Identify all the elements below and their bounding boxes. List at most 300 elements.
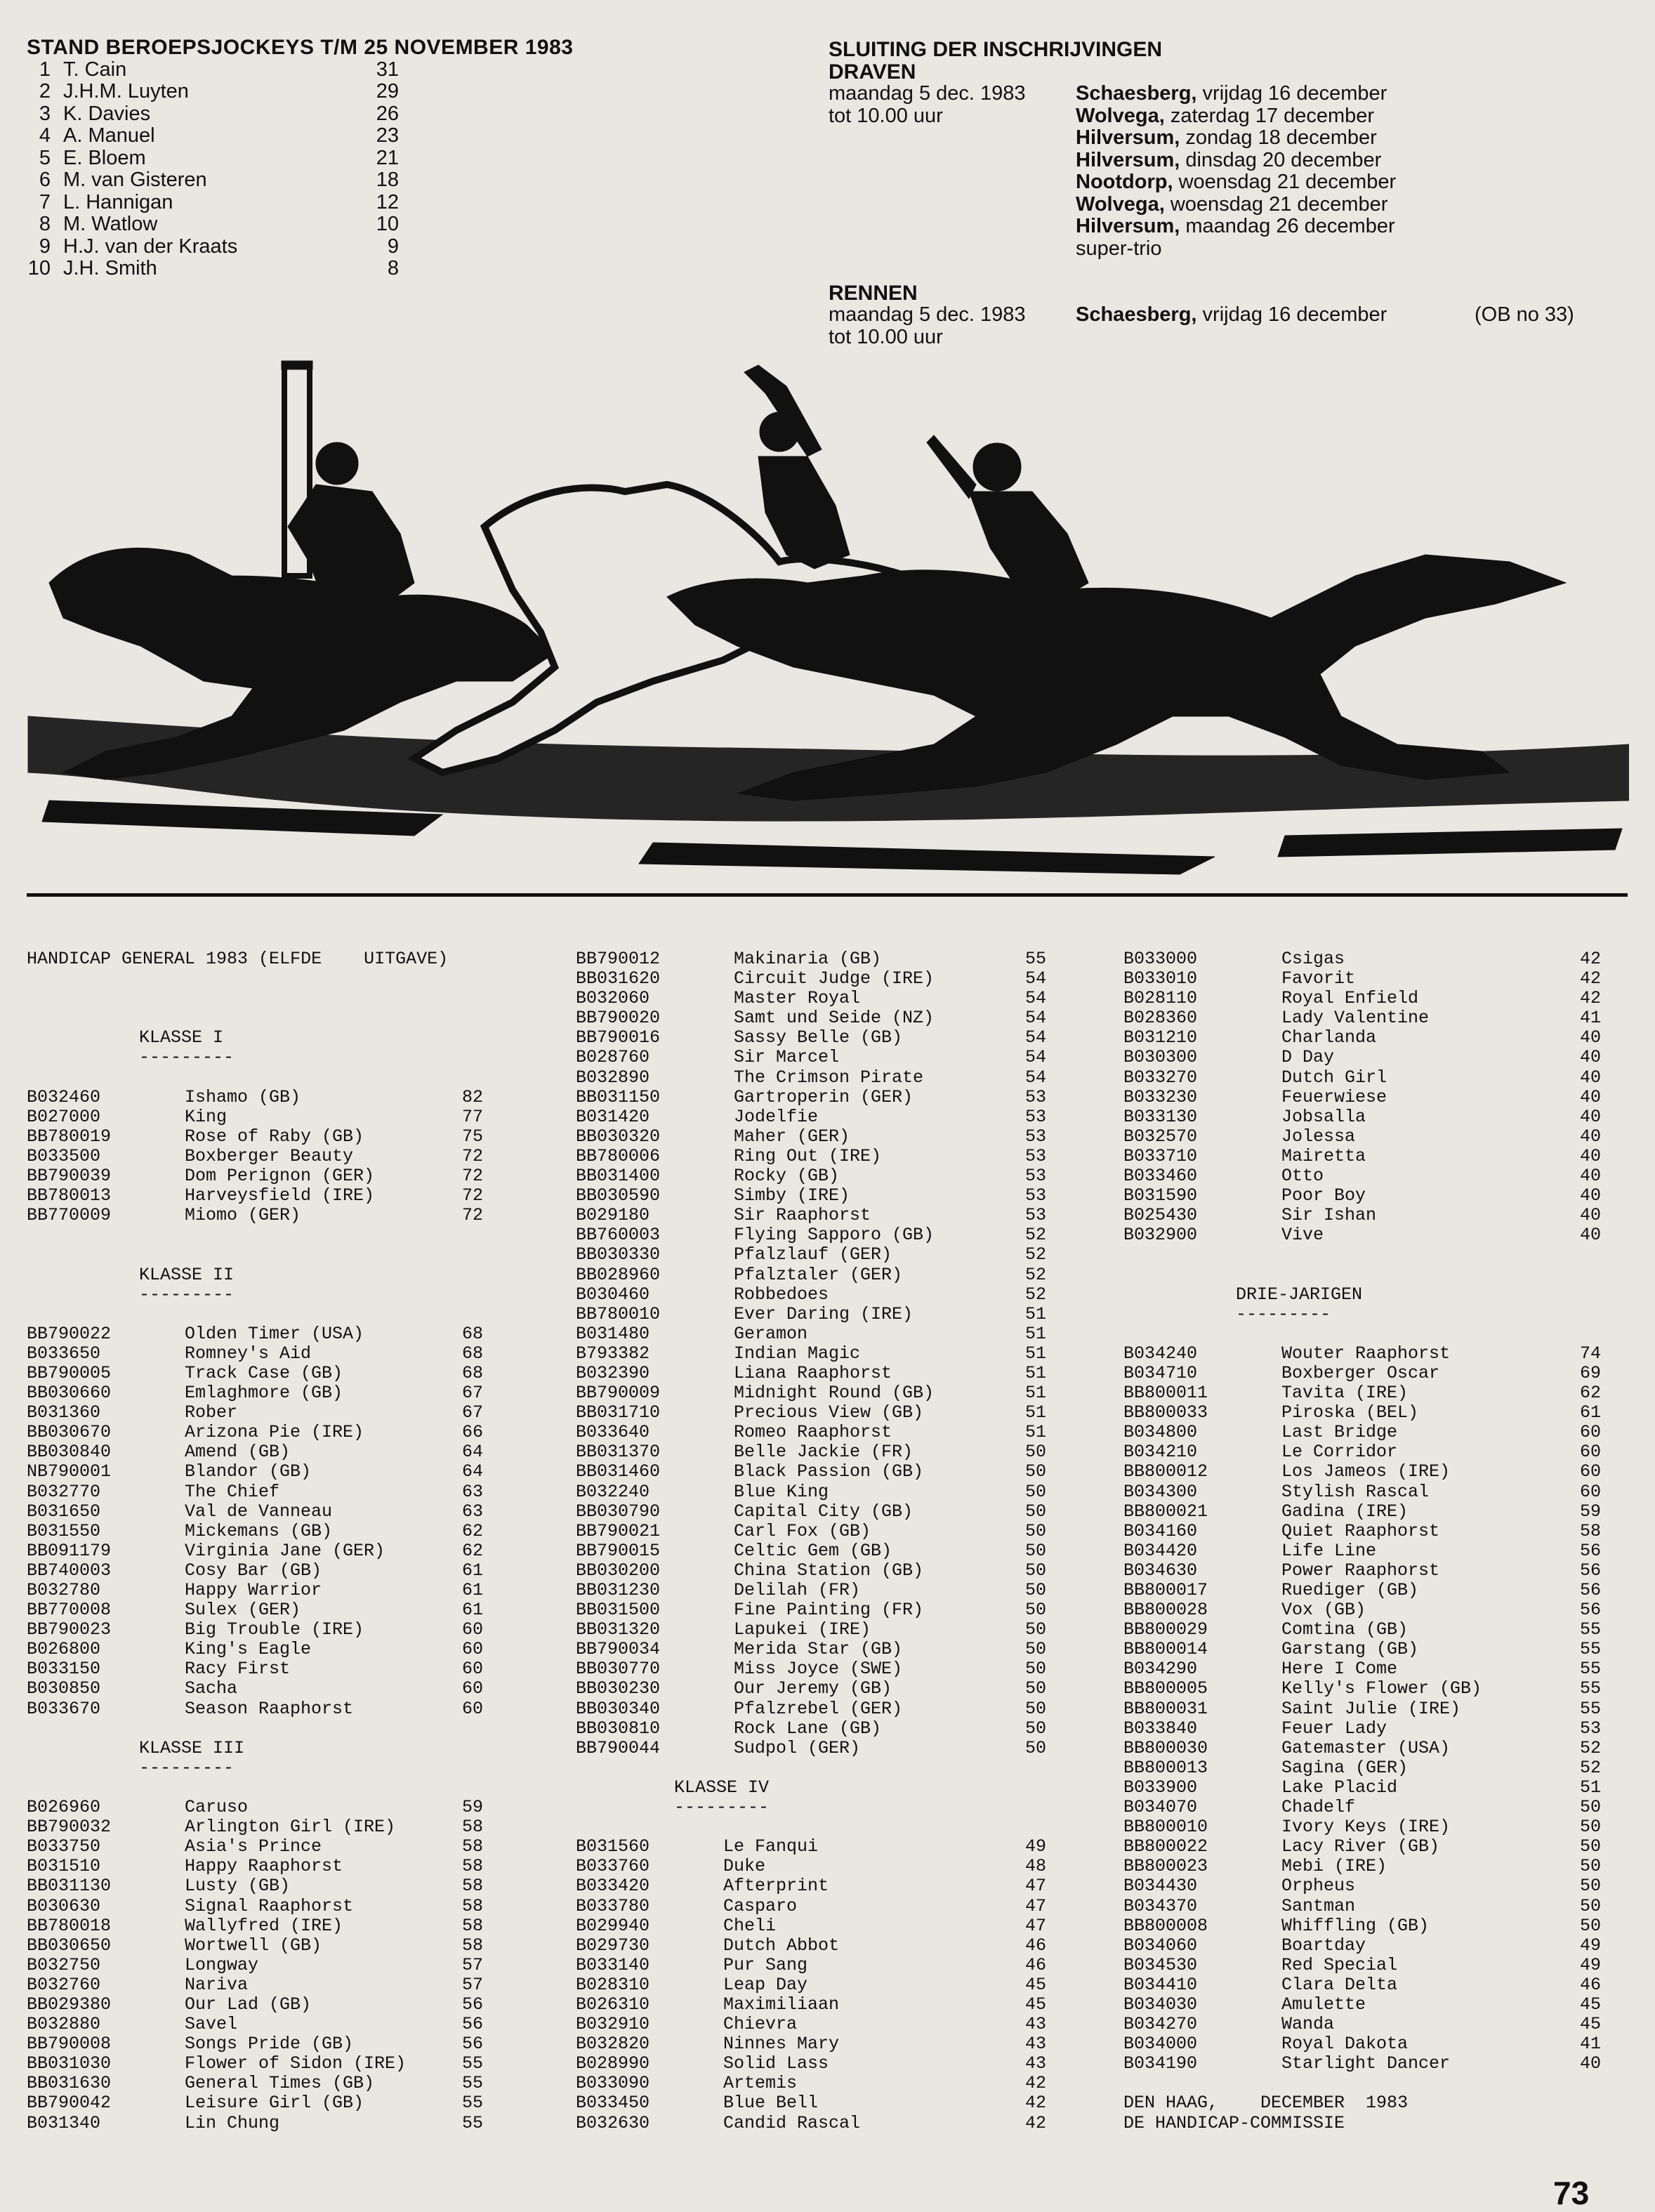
handicap-row xyxy=(576,1640,1067,1659)
horse-name: Blue Bell xyxy=(723,2093,819,2114)
handicap-row xyxy=(576,1659,1067,1679)
horse-code: BB800017 xyxy=(1123,1580,1208,1600)
horse-code: BB800005 xyxy=(1123,1678,1208,1699)
horse-weight: 50 xyxy=(1024,1540,1046,1561)
horse-name: Precious View (GB) xyxy=(734,1402,924,1423)
handicap-row xyxy=(1123,1482,1629,1502)
handicap-row xyxy=(27,1147,532,1166)
handicap-row xyxy=(1123,1857,1629,1876)
handicap-row xyxy=(576,2034,1067,2054)
horse-code: NB790001 xyxy=(27,1461,112,1482)
horse-code: B028110 xyxy=(1123,988,1198,1009)
handicap-row xyxy=(27,1857,532,1876)
horse-weight: 60 xyxy=(461,1698,483,1719)
horse-weight: 42 xyxy=(1579,988,1601,1009)
handicap-column-2 xyxy=(576,949,1067,2133)
horse-weight: 50 xyxy=(1024,1520,1046,1541)
handicap-row xyxy=(27,2074,532,2093)
horse-code: BB800012 xyxy=(1123,1461,1208,1482)
rennen-date: maandag 5 dec. 1983 xyxy=(829,303,1026,326)
horse-code: B033420 xyxy=(576,1876,650,1897)
horse-weight: 47 xyxy=(1024,1915,1046,1936)
handicap-row xyxy=(27,1995,532,2015)
class-heading-underline: --------- xyxy=(674,1797,770,1818)
horse-weight: 50 xyxy=(1024,1698,1046,1719)
horse-code: B026800 xyxy=(27,1639,101,1660)
handicap-row xyxy=(27,1186,532,1206)
horse-code: BB030330 xyxy=(576,1244,661,1265)
handicap-row xyxy=(576,969,1067,989)
horse-code: BB790042 xyxy=(27,2093,112,2114)
horse-weight: 58 xyxy=(461,1856,483,1877)
horse-weight: 56 xyxy=(461,2014,483,2035)
horse-code: B033270 xyxy=(1123,1067,1198,1088)
horse-weight: 54 xyxy=(1024,988,1046,1009)
horse-code: BB780013 xyxy=(27,1185,112,1206)
horse-name: Saint Julie (IRE) xyxy=(1281,1698,1461,1719)
horse-name: Makinaria (GB) xyxy=(734,949,882,969)
horse-weight: 60 xyxy=(1579,1481,1601,1502)
horse-name: Black Passion (GB) xyxy=(734,1461,924,1482)
horse-name: Los Jameos (IRE) xyxy=(1281,1461,1451,1482)
handicap-column-1 xyxy=(27,949,532,2133)
handicap-row xyxy=(27,2114,532,2133)
horse-name: Solid Lass xyxy=(723,2053,829,2074)
horse-code: B034430 xyxy=(1123,1876,1198,1897)
horse-code: BB800021 xyxy=(1123,1501,1208,1522)
horse-weight: 55 xyxy=(461,2112,483,2133)
horse-code: BB030200 xyxy=(576,1560,661,1581)
horse-name: Midnight Round (GB) xyxy=(734,1383,935,1404)
horse-weight: 67 xyxy=(461,1383,483,1404)
horse-code: B034160 xyxy=(1123,1520,1198,1541)
handicap-row xyxy=(1123,1364,1629,1383)
horse-name: Gadina (IRE) xyxy=(1281,1501,1409,1522)
horse-name: Simby (IRE) xyxy=(734,1185,850,1206)
horse-weight: 53 xyxy=(1024,1086,1046,1107)
draven-deadline: tot 10.00 uur xyxy=(829,104,943,127)
horse-code: B031510 xyxy=(27,1856,101,1877)
handicap-row xyxy=(576,1502,1067,1522)
horse-code: BB030790 xyxy=(576,1501,661,1522)
horse-code: BB790008 xyxy=(27,2034,112,2055)
horse-weight: 40 xyxy=(1579,1126,1601,1147)
horse-name: Lapukei (IRE) xyxy=(734,1619,871,1640)
horse-name: Racy First xyxy=(185,1659,291,1680)
handicap-row xyxy=(1123,1403,1629,1423)
handicap-row xyxy=(576,2074,1067,2093)
rennen-time: tot 10.00 uur xyxy=(829,325,943,348)
horse-weight: 50 xyxy=(1024,1501,1046,1522)
jockey-row xyxy=(27,81,813,103)
horse-weight: 56 xyxy=(1579,1600,1601,1621)
horse-code: BB800010 xyxy=(1123,1817,1208,1838)
horse-name: Lin Chung xyxy=(185,2112,280,2133)
horse-weight: 50 xyxy=(1579,1836,1601,1857)
horse-code: BB031710 xyxy=(576,1402,661,1423)
handicap-row xyxy=(576,1383,1067,1403)
handicap-row xyxy=(27,1699,532,1719)
class-heading-underline: --------- xyxy=(139,1757,235,1778)
jockey-row xyxy=(27,125,813,147)
entries-closing-section xyxy=(829,39,1615,348)
horse-name: Boartday xyxy=(1281,1935,1366,1956)
handicap-row xyxy=(1123,1561,1629,1581)
handicap-row xyxy=(1123,1166,1629,1186)
horse-name: Miss Joyce (SWE) xyxy=(734,1659,903,1680)
horse-name: Songs Pride (GB) xyxy=(185,2034,354,2055)
horse-name: Artemis xyxy=(723,2073,798,2094)
horse-weight: 53 xyxy=(1024,1205,1046,1226)
section-divider xyxy=(27,893,1628,897)
horse-name: Arizona Pie (IRE) xyxy=(185,1422,364,1443)
horse-code: B034270 xyxy=(1123,2014,1198,2035)
horse-name: Track Case (GB) xyxy=(185,1362,343,1383)
handicap-row xyxy=(1123,1679,1629,1699)
horse-weight: 62 xyxy=(461,1540,483,1561)
jockey-rank: 3 xyxy=(39,102,51,125)
horse-code: BB800008 xyxy=(1123,1915,1208,1936)
horse-weight: 45 xyxy=(1579,1994,1601,2015)
horse-code: B033670 xyxy=(27,1698,101,1719)
horse-name: Harveysfield (IRE) xyxy=(185,1185,375,1206)
horse-weight: 49 xyxy=(1024,1836,1046,1857)
horse-weight: 50 xyxy=(1024,1580,1046,1600)
horse-weight: 51 xyxy=(1024,1323,1046,1344)
handicap-row xyxy=(576,1561,1067,1581)
footer-committee: DE HANDICAP-COMMISSIE xyxy=(1123,2112,1345,2133)
horse-name: Candid Rascal xyxy=(723,2112,861,2133)
handicap-row xyxy=(27,1620,532,1640)
class-heading-text: KLASSE III xyxy=(139,1737,245,1758)
handicap-row xyxy=(576,1936,1067,1956)
horse-weight: 58 xyxy=(461,1836,483,1857)
handicap-row xyxy=(576,1876,1067,1896)
handicap-row xyxy=(1123,1206,1629,1225)
horse-code: B033710 xyxy=(1123,1145,1198,1166)
handicap-row xyxy=(27,1107,532,1127)
handicap-row xyxy=(27,1837,532,1857)
horse-weight: 55 xyxy=(1579,1639,1601,1660)
horse-code: BB031620 xyxy=(576,968,661,989)
handicap-row xyxy=(27,1482,532,1502)
horse-code: B034300 xyxy=(1123,1481,1198,1502)
handicap-row xyxy=(1123,2054,1629,2074)
horse-code: B030630 xyxy=(27,1895,101,1916)
horse-code: BB030840 xyxy=(27,1442,112,1463)
handicap-row xyxy=(27,1344,532,1364)
horse-code: BB780006 xyxy=(576,1145,661,1166)
horse-weight: 40 xyxy=(1579,1047,1601,1068)
horse-code: B028990 xyxy=(576,2053,650,2074)
horse-code: B032820 xyxy=(576,2034,650,2055)
handicap-row xyxy=(576,1305,1067,1324)
horse-weight: 42 xyxy=(1024,2093,1046,2114)
horse-weight: 50 xyxy=(1024,1619,1046,1640)
draven-heading: DRAVEN xyxy=(829,60,916,84)
page-number: 73 xyxy=(1553,2175,1590,2211)
jockey-row xyxy=(27,236,813,258)
handicap-row xyxy=(576,1837,1067,1857)
entries-closing-title: SLUITING DER INSCHRIJVINGEN xyxy=(829,38,1163,61)
jockey-standings-title: STAND BEROEPSJOCKEYS T/M 25 NOVEMBER 1983 xyxy=(27,36,574,59)
rennen-reference: (OB no 33) xyxy=(1475,303,1574,326)
handicap-row xyxy=(27,1600,532,1620)
horse-code: B029940 xyxy=(576,1915,650,1936)
horse-name: Savel xyxy=(185,2014,238,2035)
handicap-row xyxy=(27,1561,532,1581)
draven-meeting: Hilversum, maandag 26 december xyxy=(1076,215,1395,237)
horse-name: Merida Star (GB) xyxy=(734,1639,903,1660)
horse-weight: 50 xyxy=(1024,1560,1046,1581)
horse-name: Comtina (GB) xyxy=(1281,1619,1409,1640)
footer-place-date: DEN HAAG, DECEMBER 1983 xyxy=(1123,2093,1409,2114)
handicap-row xyxy=(1123,1344,1629,1364)
handicap-row xyxy=(1123,989,1629,1008)
handicap-row xyxy=(27,1166,532,1186)
horse-name: Flying Sapporo (GB) xyxy=(734,1225,935,1246)
horse-weight: 55 xyxy=(461,2093,483,2114)
horse-weight: 61 xyxy=(1579,1402,1601,1423)
horse-name: Ring Out (IRE) xyxy=(734,1145,882,1166)
horse-name: Maximiliaan xyxy=(723,1994,840,2015)
handicap-row xyxy=(576,1423,1067,1442)
horse-code: BB800023 xyxy=(1123,1856,1208,1877)
horse-weight: 47 xyxy=(1024,1876,1046,1897)
horse-code: B032460 xyxy=(27,1086,101,1107)
horse-code: BB790012 xyxy=(576,949,661,969)
horse-weight: 40 xyxy=(1579,1106,1601,1127)
horse-weight: 45 xyxy=(1024,1994,1046,2015)
horse-code: B032910 xyxy=(576,2014,650,2035)
handicap-row xyxy=(1123,1936,1629,1956)
horse-name: Big Trouble (IRE) xyxy=(185,1619,364,1640)
horse-weight: 61 xyxy=(461,1580,483,1600)
horse-weight: 53 xyxy=(1024,1145,1046,1166)
horse-code: B031480 xyxy=(576,1323,650,1344)
handicap-row xyxy=(1123,1522,1629,1541)
horse-weight: 60 xyxy=(1579,1442,1601,1463)
handicap-row xyxy=(576,1719,1067,1739)
horse-weight: 45 xyxy=(1024,1974,1046,1995)
horse-weight: 52 xyxy=(1024,1244,1046,1265)
handicap-row xyxy=(1123,1758,1629,1778)
jockey-row xyxy=(27,103,813,126)
horse-weight: 47 xyxy=(1024,1895,1046,1916)
horse-weight: 63 xyxy=(461,1501,483,1522)
horse-weight: 58 xyxy=(461,1876,483,1897)
horse-name: Master Royal xyxy=(734,988,861,1009)
handicap-row xyxy=(1123,1739,1629,1758)
handicap-row xyxy=(27,1817,532,1837)
handicap-row xyxy=(576,2054,1067,2074)
horse-code: B032750 xyxy=(27,1954,101,1975)
horse-name: Flower of Sidon (IRE) xyxy=(185,2053,407,2074)
horse-code: BB790005 xyxy=(27,1362,112,1383)
draven-row xyxy=(829,194,1615,216)
horse-name: Pur Sang xyxy=(723,1954,808,1975)
jockey-rank: 9 xyxy=(39,235,51,258)
horse-code: B028360 xyxy=(1123,1008,1198,1029)
horse-name: Starlight Dancer xyxy=(1281,2053,1451,2074)
horse-weight: 50 xyxy=(1024,1481,1046,1502)
horse-code: B032890 xyxy=(576,1067,650,1088)
handicap-row xyxy=(27,1442,532,1462)
horse-code: BB770008 xyxy=(27,1600,112,1621)
horse-race-illustration xyxy=(21,351,1629,885)
handicap-row xyxy=(576,1620,1067,1640)
horse-name: Asia's Prince xyxy=(185,1836,322,1857)
handicap-row xyxy=(576,1581,1067,1600)
horse-weight: 77 xyxy=(461,1106,483,1127)
handicap-row xyxy=(1123,1640,1629,1659)
horse-name: Dutch Girl xyxy=(1281,1067,1387,1088)
horse-code: B034800 xyxy=(1123,1422,1198,1443)
horse-name: King's Eagle xyxy=(185,1639,312,1660)
jockey-wins: 18 xyxy=(376,169,399,191)
draven-meeting: Schaesberg, vrijdag 16 december xyxy=(1076,82,1387,105)
horse-code: B032760 xyxy=(27,1974,101,1995)
horse-name: Our Lad (GB) xyxy=(185,1994,312,2015)
horse-name: Carl Fox (GB) xyxy=(734,1520,871,1541)
horse-code: B033650 xyxy=(27,1343,101,1364)
handicap-row xyxy=(576,1995,1067,2015)
horse-weight: 51 xyxy=(1024,1422,1046,1443)
horse-weight: 55 xyxy=(1579,1678,1601,1699)
horse-weight: 46 xyxy=(1024,1954,1046,1975)
horse-weight: 42 xyxy=(1579,968,1601,989)
horse-code: B032880 xyxy=(27,2014,101,2035)
horse-name: Kelly's Flower (GB) xyxy=(1281,1678,1482,1699)
horse-code: B026960 xyxy=(27,1797,101,1818)
class-heading-underline: --------- xyxy=(1236,1303,1331,1324)
horse-name: Sulex (GER) xyxy=(185,1600,301,1621)
handicap-row xyxy=(576,1166,1067,1186)
jockey-row xyxy=(27,258,813,280)
horse-name: Chadelf xyxy=(1281,1797,1356,1818)
horse-code: BB091179 xyxy=(27,1540,112,1561)
horse-weight: 50 xyxy=(1579,1895,1601,1916)
horse-weight: 50 xyxy=(1024,1639,1046,1660)
horse-weight: 51 xyxy=(1579,1777,1601,1798)
horse-code: BB800030 xyxy=(1123,1737,1208,1758)
horse-name: Jodelfie xyxy=(734,1106,819,1127)
horse-name: Clara Delta xyxy=(1281,1974,1398,1995)
horse-name: Sacha xyxy=(185,1678,238,1699)
horse-weight: 40 xyxy=(1579,2053,1601,2074)
horse-code: BB790020 xyxy=(576,1008,661,1029)
horse-code: B033000 xyxy=(1123,949,1198,969)
footer-line xyxy=(1123,2093,1629,2113)
horse-code: BB030320 xyxy=(576,1126,661,1147)
horse-name: Signal Raaphorst xyxy=(185,1895,354,1916)
horse-weight: 50 xyxy=(1024,1718,1046,1739)
horse-weight: 51 xyxy=(1024,1402,1046,1423)
class-heading xyxy=(1123,1285,1629,1305)
handicap-row xyxy=(1123,1028,1629,1048)
horse-code: BB740003 xyxy=(27,1560,112,1581)
handicap-row xyxy=(576,1679,1067,1699)
horse-weight: 40 xyxy=(1579,1185,1601,1206)
horse-name: Feuerwiese xyxy=(1281,1086,1387,1107)
horse-code: BB800013 xyxy=(1123,1757,1208,1778)
handicap-row xyxy=(27,1581,532,1600)
draven-row xyxy=(829,127,1615,150)
horse-name: Life Line xyxy=(1281,1540,1377,1561)
horse-weight: 42 xyxy=(1579,949,1601,969)
horse-weight: 54 xyxy=(1024,1027,1046,1048)
horse-code: BB790034 xyxy=(576,1639,661,1660)
jockey-row xyxy=(27,169,813,192)
horse-name: Afterprint xyxy=(723,1876,829,1897)
horse-name: Jobsalla xyxy=(1281,1106,1366,1127)
horse-code: BB029380 xyxy=(27,1994,112,2015)
handicap-row xyxy=(1123,1659,1629,1679)
horse-name: Ivory Keys (IRE) xyxy=(1281,1817,1451,1838)
horse-weight: 72 xyxy=(461,1205,483,1226)
jockey-list xyxy=(27,59,813,280)
horse-weight: 52 xyxy=(1024,1284,1046,1305)
horse-name: Royal Dakota xyxy=(1281,2034,1409,2055)
horse-weight: 56 xyxy=(1579,1540,1601,1561)
horse-code: BB790044 xyxy=(576,1737,661,1758)
horse-name: Olden Timer (USA) xyxy=(185,1323,364,1344)
horse-weight: 51 xyxy=(1024,1343,1046,1364)
horse-name: Ever Daring (IRE) xyxy=(734,1303,914,1324)
horse-weight: 58 xyxy=(461,1935,483,1956)
horse-name: Boxberger Oscar xyxy=(1281,1362,1440,1383)
jockey-rank: 7 xyxy=(39,190,51,213)
horse-code: BB030340 xyxy=(576,1698,661,1719)
handicap-row xyxy=(576,2015,1067,2034)
horse-weight: 53 xyxy=(1579,1718,1601,1739)
handicap-row xyxy=(1123,1147,1629,1166)
handicap-row xyxy=(576,1008,1067,1028)
horse-code: B027000 xyxy=(27,1106,101,1127)
horse-code: BB780019 xyxy=(27,1126,112,1147)
horse-weight: 41 xyxy=(1579,1008,1601,1029)
horse-code: BB031030 xyxy=(27,2053,112,2074)
horse-name: Pfalzlauf (GER) xyxy=(734,1244,892,1265)
horse-name: China Station (GB) xyxy=(734,1560,924,1581)
class-heading-underline: --------- xyxy=(139,1047,235,1068)
handicap-row xyxy=(27,2093,532,2113)
horse-name: Capital City (GB) xyxy=(734,1501,914,1522)
horse-code: B034410 xyxy=(1123,1974,1198,1995)
horse-name: Whiffling (GB) xyxy=(1281,1915,1430,1936)
horse-code: BB800031 xyxy=(1123,1698,1208,1719)
horse-name: Sir Raaphorst xyxy=(734,1205,871,1226)
handicap-row xyxy=(27,1640,532,1659)
jockey-name: L. Hannigan xyxy=(63,190,173,213)
handicap-row xyxy=(27,1876,532,1896)
handicap-row xyxy=(576,1285,1067,1305)
horse-weight: 50 xyxy=(1024,1600,1046,1621)
horse-name: Santman xyxy=(1281,1895,1356,1916)
handicap-row xyxy=(576,1975,1067,1995)
horse-name: Garstang (GB) xyxy=(1281,1639,1419,1660)
handicap-row xyxy=(1123,1502,1629,1522)
horse-weight: 60 xyxy=(1579,1422,1601,1443)
horse-weight: 61 xyxy=(461,1600,483,1621)
horse-weight: 49 xyxy=(1579,1935,1601,1956)
horse-weight: 55 xyxy=(461,2073,483,2094)
handicap-row xyxy=(576,1225,1067,1245)
horse-weight: 60 xyxy=(461,1659,483,1680)
horse-weight: 62 xyxy=(461,1520,483,1541)
horse-weight: 45 xyxy=(1579,2014,1601,2035)
handicap-row xyxy=(576,1245,1067,1265)
